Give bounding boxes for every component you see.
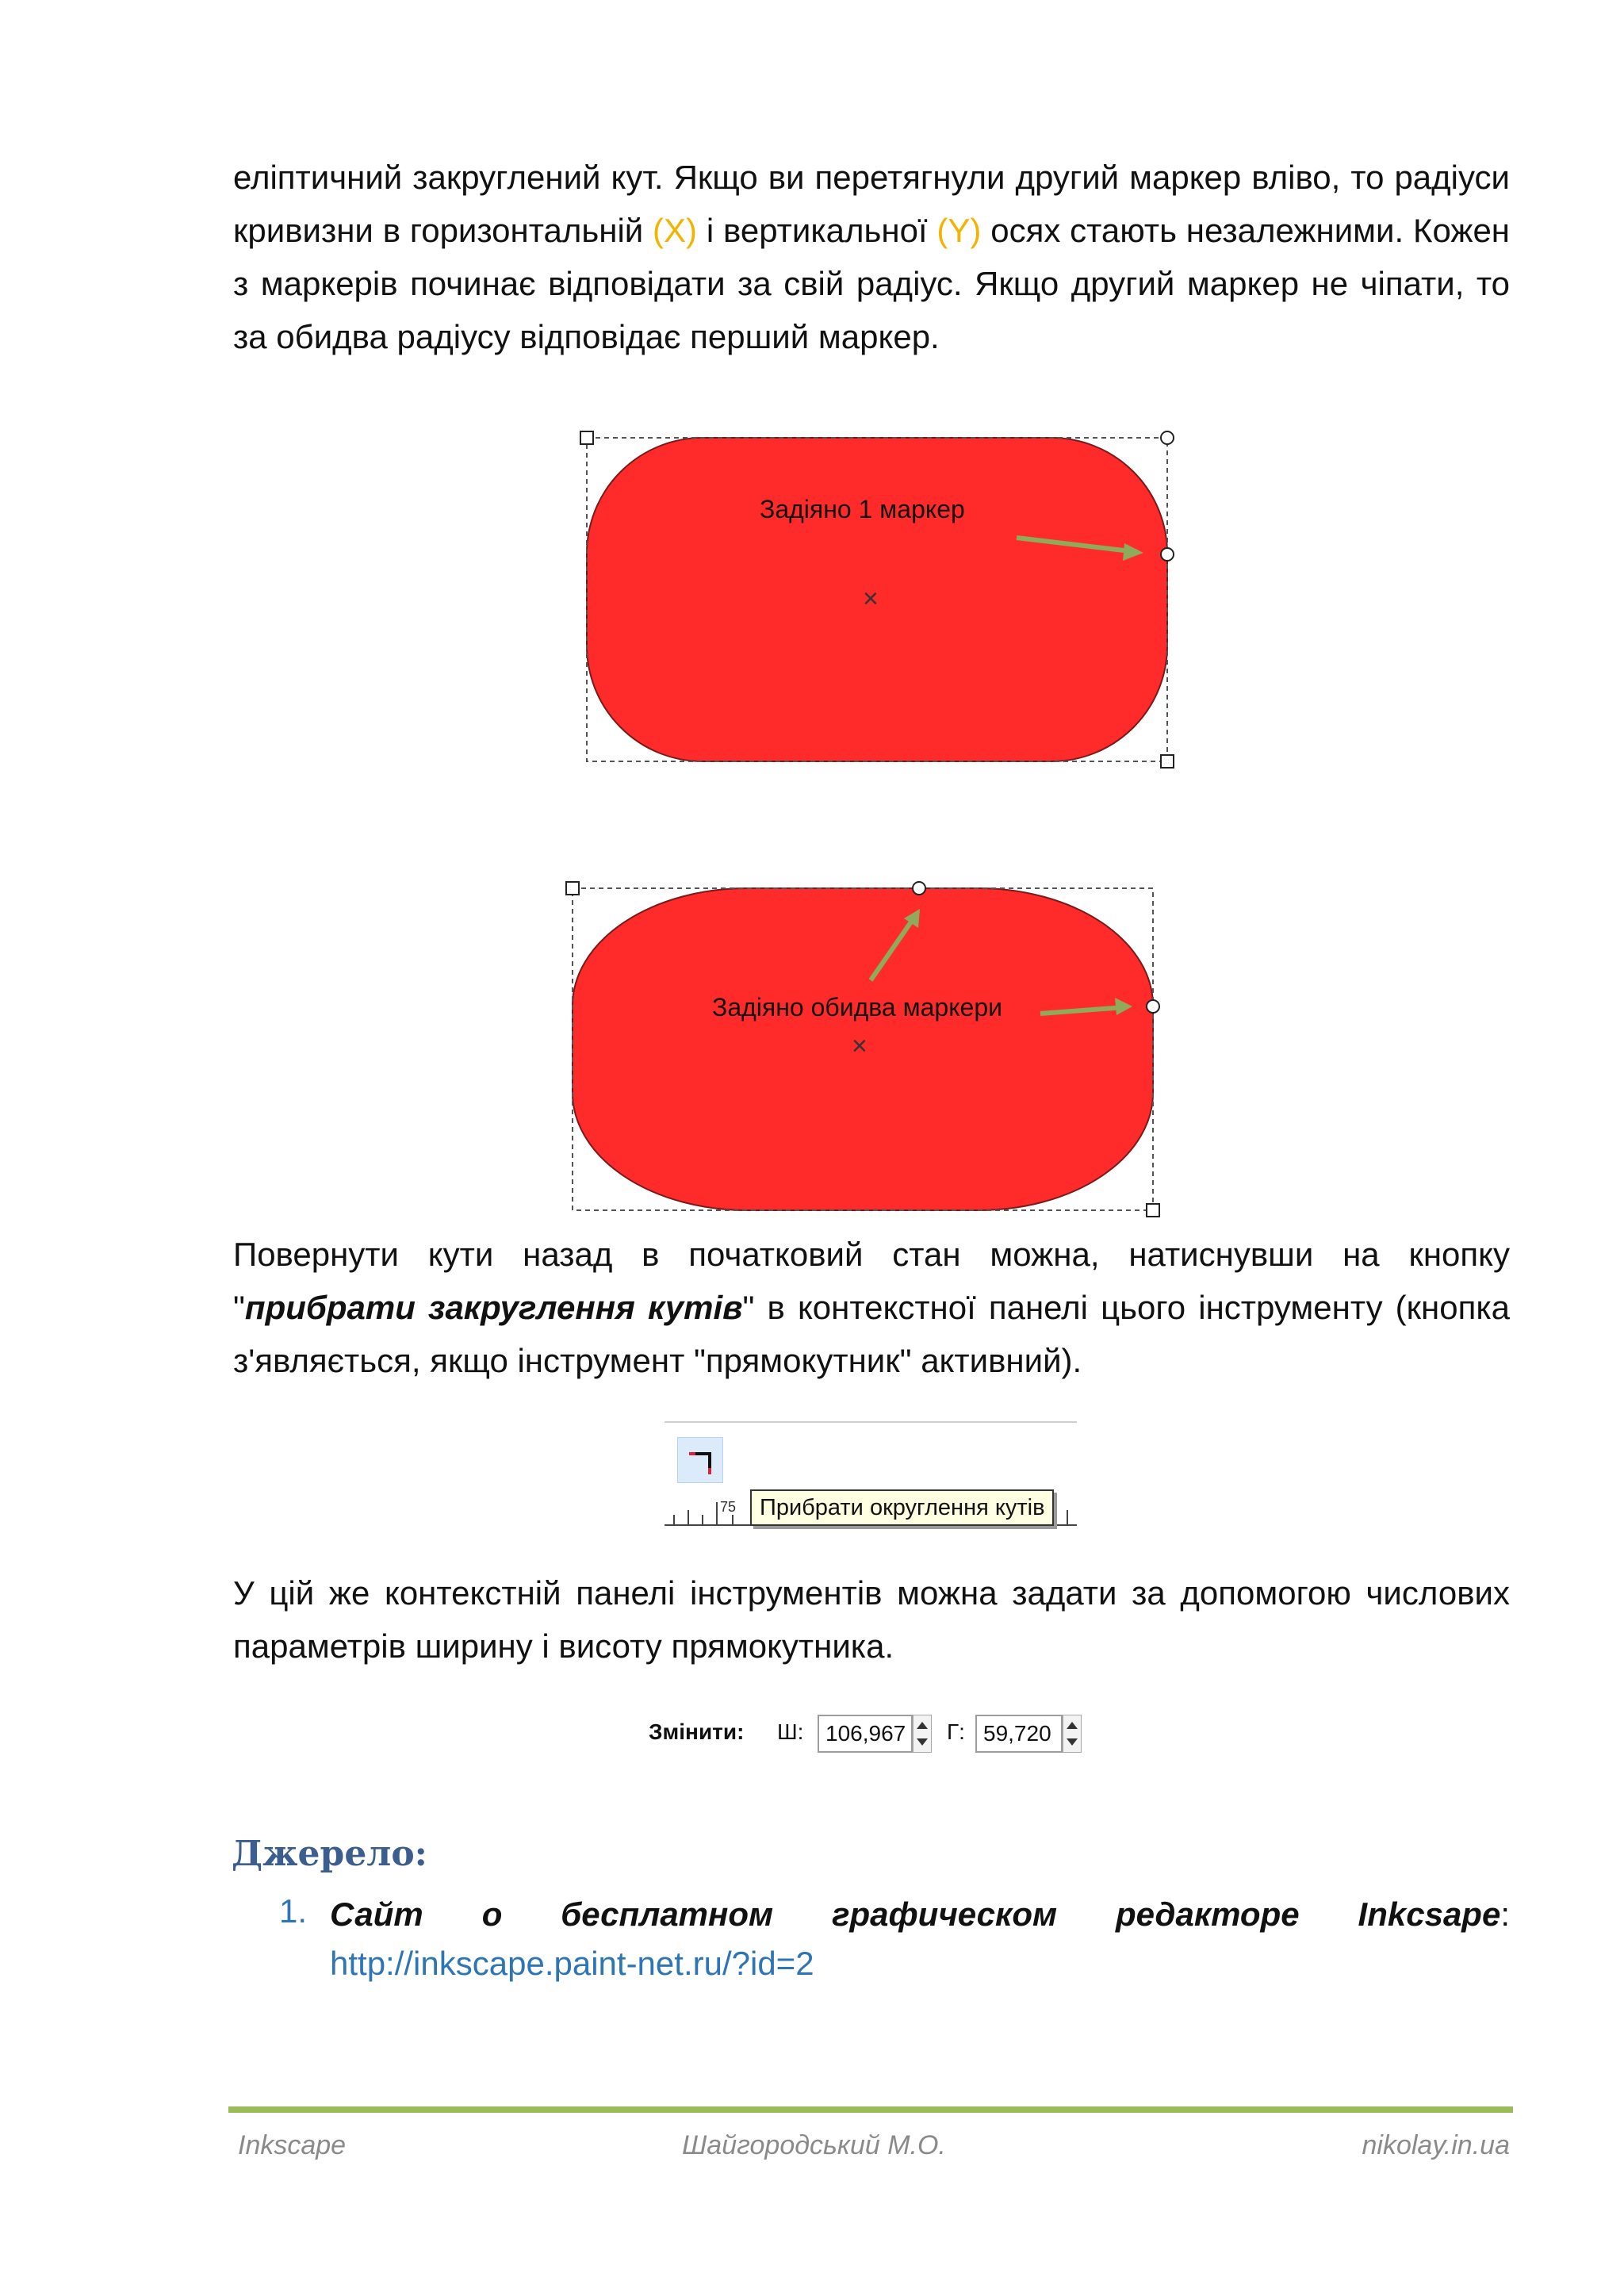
reset-text-2: " в контекстної панелі цього інструменту (кнопка з'являється, якщо інструмент "прямокутник" активний). <box>233 1289 1510 1379</box>
stepper-down-icon[interactable] <box>917 1738 928 1746</box>
reset-paragraph <box>233 1228 1510 1387</box>
source-heading: Джерело: <box>232 1834 427 1874</box>
width-label: Ш: <box>777 1719 804 1744</box>
x-axis-mark: (X) <box>653 212 698 249</box>
corner-handle-top-left[interactable] <box>580 431 594 445</box>
stepper-up-icon[interactable] <box>1067 1722 1078 1729</box>
figure-two-drawing <box>565 877 1175 1218</box>
reference-title <box>330 1892 1510 1937</box>
radius-marker-2[interactable] <box>912 881 926 895</box>
intro-text-1: еліптичний закруглений кут. Якщо ви перетягнули другий маркер вліво, то радіуси кривизни в горизонтальній <box>233 159 1510 249</box>
height-stepper[interactable] <box>1063 1715 1082 1753</box>
y-axis-mark: (Y) <box>936 212 982 249</box>
figure-two-markers <box>565 877 1175 1218</box>
corner-handle-top-left[interactable] <box>565 881 580 895</box>
corner-handle-bottom-right[interactable] <box>1146 1203 1160 1217</box>
figure-two-label: Задіяно обидва маркери <box>712 993 1003 1022</box>
intro-text-2: і вертикальної <box>697 212 937 249</box>
footer-center: Шайгородський М.О. <box>682 2130 946 2160</box>
resize-label: Змінити: <box>649 1719 745 1744</box>
footer-left: Inkscape <box>238 2130 347 2160</box>
figure-one-drawing <box>579 428 1182 777</box>
intro-text-3: осях стають незалежними. Кожен з маркерів починає відповідати за свій радіус. Якщо другий маркер не чіпати, то за обидва радіусу відповідає перший маркер. <box>233 212 1510 355</box>
tooltip: Прибрати округлення кутів <box>750 1489 1054 1526</box>
footer-divider <box>228 2106 1513 2113</box>
center-cross-icon: × <box>863 584 879 614</box>
footer-right: nikolay.in.ua <box>1362 2130 1510 2160</box>
intro-paragraph <box>233 151 1510 363</box>
corner-handle-top-right[interactable] <box>1160 431 1174 445</box>
corner-handle-bottom-right[interactable] <box>1160 754 1174 769</box>
reference-number: 1. <box>279 1892 308 1930</box>
figure-one-label: Задіяно 1 маркер <box>760 495 965 523</box>
remove-rounding-button[interactable] <box>677 1437 723 1483</box>
height-input[interactable]: 59,720 <box>975 1715 1063 1753</box>
reference-colon: : <box>1500 1895 1510 1933</box>
reset-button-name: прибрати закруглення кутів <box>244 1289 743 1326</box>
stepper-down-icon[interactable] <box>1067 1738 1078 1746</box>
stepper-up-icon[interactable] <box>917 1722 928 1729</box>
figure-one-marker <box>579 428 1182 777</box>
square-corner-icon <box>678 1438 724 1484</box>
center-cross-icon: × <box>852 1031 868 1061</box>
ruler-tick-label: 75 <box>720 1499 737 1515</box>
reference-link[interactable]: http://inkscape.paint-net.ru/?id=2 <box>330 1945 814 1982</box>
width-input[interactable]: 106,967 <box>818 1715 913 1753</box>
reference-title-text: Сайт о бесплатном графическом редакторе Inkcsape <box>330 1895 1501 1933</box>
radius-marker-1[interactable] <box>1160 547 1174 562</box>
width-stepper[interactable] <box>913 1715 932 1753</box>
height-label: Г: <box>947 1719 965 1744</box>
size-paragraph: У цій же контекстній панелі інструментів можна задати за допомогою числових параметрів ширину і висоту прямокутника. <box>233 1574 1510 1665</box>
toolbar-screenshot <box>665 1421 1077 1524</box>
radius-marker-1[interactable] <box>1146 999 1160 1014</box>
reset-text-1: Повернути кути назад в початковий стан можна, натиснувши на кнопку " <box>233 1236 1510 1326</box>
